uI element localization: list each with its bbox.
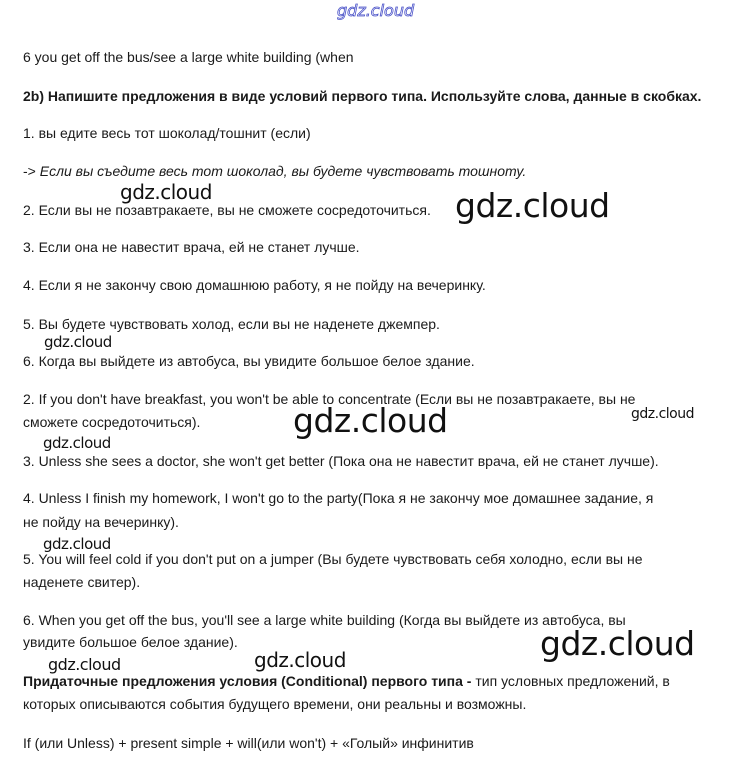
text-line: 4. Unless I finish my homework, I won't go to the party(Пока я не закончу мое домашнее задание, я [23,490,654,506]
formula-line: If (или Unless) + present simple + will(или won't) + «Голый» инфинитив [23,735,474,751]
watermark: gdz.cloud [540,624,695,663]
watermark: gdz.cloud [43,535,111,553]
text-line: сможете сосредоточиться). [23,414,201,430]
rule-text: тип условных предложений, в [475,673,670,689]
exercise-heading: 2b) Напишите предложения в виде условий первого типа. Используйте слова, данные в скобках. [23,88,702,104]
example-text: Если вы съедите весь тот шоколад, вы будете чувствовать тошноту. [39,163,527,179]
example-line [23,163,526,180]
arrow-prefix: -> [23,163,40,179]
text-line: 5. Вы будете чувствовать холод, если вы не наденете джемпер. [23,316,440,332]
watermark: gdz.cloud [631,406,694,422]
watermark: gdz.cloud [48,655,121,674]
text-line: которых описываются события будущего времени, они реальны и возможны. [23,696,527,712]
watermark: gdz.cloud [293,401,448,440]
text-line: 5. You will feel cold if you don't put on a jumper (Вы будете чувствовать себя холодно, если вы не [23,551,643,567]
text-line: увидите большое белое здание). [23,634,238,650]
text-line: наденете свитер). [23,574,141,590]
watermark: gdz.cloud [254,648,346,672]
text-line: 3. Если она не навестит врача, ей не станет лучше. [23,239,360,255]
text-line: 2. Если вы не позавтракаете, вы не сможете сосредоточиться. [23,202,431,218]
text-line: 3. Unless she sees a doctor, she won't get better (Пока она не навестит врача, ей не станет лучше). [23,453,659,469]
text-line: 4. Если я не закончу свою домашнюю работу, я не пойду на вечеринку. [23,277,486,293]
text-line: 6 you get off the bus/see a large white building (when [23,49,354,65]
rule-definition [23,673,670,690]
text-line: 1. вы едите весь тот шоколад/тошнит (если) [23,125,311,141]
text-line: 6. When you get off the bus, you'll see a large white building (Когда вы выйдете из автобуса, вы [23,612,626,628]
text-line: 6. Когда вы выйдете из автобуса, вы увидите большое белое здание. [23,353,475,369]
rule-term: Придаточные предложения условия (Conditional) первого типа - [23,673,476,689]
watermark: gdz.cloud [120,180,212,204]
watermark-top: gdz.cloud [337,1,415,20]
text-line: не пойду на вечеринку). [23,514,179,530]
watermark: gdz.cloud [455,186,610,225]
text-line: 2. If you don't have breakfast, you won't be able to concentrate (Если вы не позавтракаете, вы не [23,391,636,407]
watermark: gdz.cloud [43,434,111,452]
watermark: gdz.cloud [44,333,112,351]
